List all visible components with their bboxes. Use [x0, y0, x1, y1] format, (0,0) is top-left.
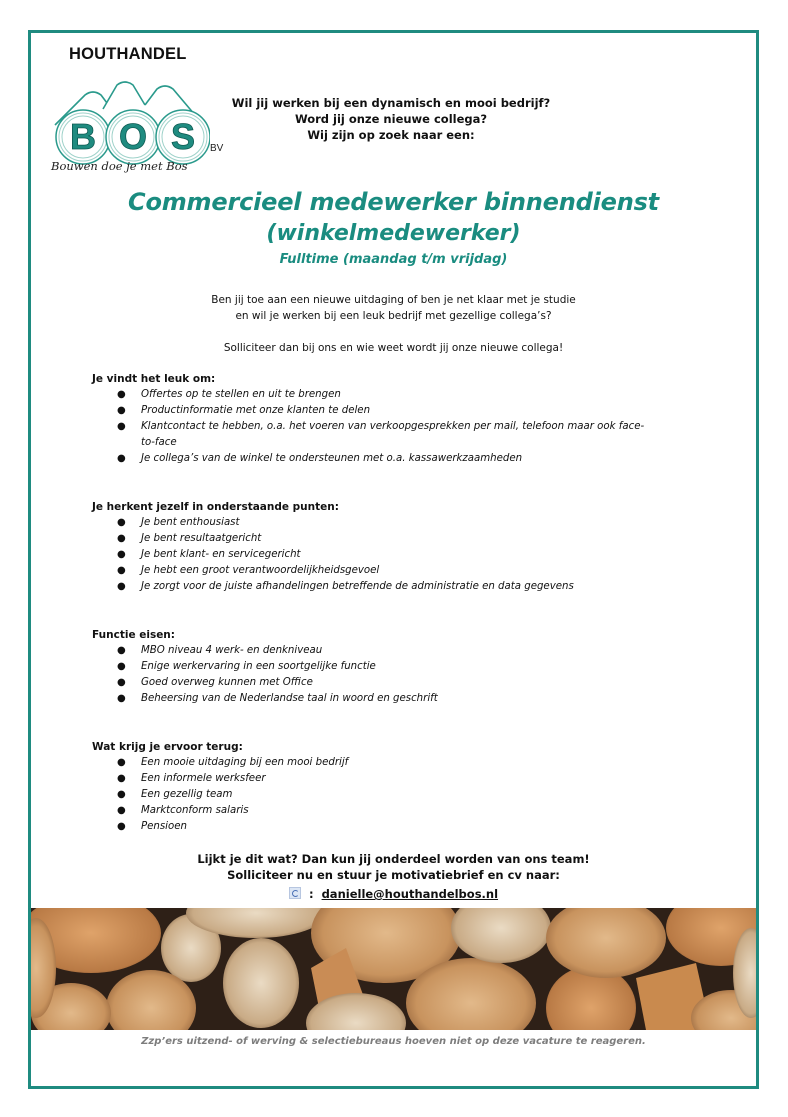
list-item: ● Een gezellig team — [92, 787, 621, 803]
bullet-icon: ● — [117, 677, 126, 688]
list-item: ● Je collega’s van de winkel te ondersteunen met o.a. kassawerkzaamheden — [92, 451, 621, 467]
job-title: Commercieel medewerker binnendienst — [128, 188, 659, 216]
bullet-icon: ● — [117, 805, 126, 816]
bullet-list — [92, 515, 692, 595]
bullet-icon: ● — [117, 565, 126, 576]
logo-suffix: BV — [210, 143, 224, 154]
bullet-icon: ● — [117, 549, 126, 560]
bullet-list — [92, 387, 692, 467]
intro-line: Wij zijn op zoek naar een: — [307, 128, 475, 142]
logs-photo — [31, 908, 756, 1030]
intro-line: Word jij onze nieuwe collega? — [294, 112, 488, 126]
lead-text — [31, 292, 756, 356]
list-item: ● Marktconform salaris — [92, 803, 621, 819]
bullet-icon: ● — [117, 773, 126, 784]
section-requirements — [92, 627, 692, 707]
lead-line: en wil je werken bij een leuk bedrijf met gezellige collega’s? — [235, 310, 552, 322]
flyer-frame — [28, 30, 759, 1089]
list-item: ● Enige werkervaring in een soortgelijke functie — [92, 659, 621, 675]
bullet-icon: ● — [117, 757, 126, 768]
list-item: ● Je bent klant- en servicegericht — [92, 547, 621, 563]
lead-line: Ben jij toe aan een nieuwe uitdaging of ben je net klaar met je studie — [211, 294, 576, 306]
bullet-icon: ● — [117, 421, 126, 432]
bullet-icon: ● — [117, 693, 126, 704]
lead-line: Solliciteer dan bij ons en wie weet wordt jij onze nieuwe collega! — [223, 342, 564, 354]
job-hours: Fulltime (maandag t/m vrijdag) — [279, 252, 508, 267]
list-item: ● MBO niveau 4 werk- en denkniveau — [92, 643, 621, 659]
list-item: ● Je zorgt voor de juiste afhandelingen betreffende de administratie en data gegevens — [92, 579, 701, 595]
logo-logs-graphic — [45, 65, 210, 165]
section-profile — [92, 499, 692, 595]
logs-photo-graphic — [31, 908, 756, 1030]
logo-circle-s — [156, 110, 210, 164]
company-logo — [45, 43, 224, 173]
bullet-icon: ● — [117, 821, 126, 832]
logo-letter-s: S — [170, 116, 196, 157]
list-item: ● Beheersing van de Nederlandse taal in woord en geschrift — [92, 691, 621, 707]
cta-line: Solliciteer nu en stuur je motivatiebrief en cv naar: — [227, 868, 560, 882]
section-heading: Je herkent jezelf in onderstaande punten: — [92, 501, 339, 513]
logo-slogan: Bouwen doe je met Bos — [51, 159, 188, 173]
section-heading: Wat krijg je ervoor terug: — [92, 741, 243, 753]
logo-letter-o: O — [118, 116, 148, 157]
bullet-icon: ● — [117, 389, 126, 400]
logo-circle-o — [106, 110, 160, 164]
bullet-icon: ● — [117, 453, 126, 464]
section-heading: Functie eisen: — [92, 629, 175, 641]
logo-circle-b — [56, 110, 110, 164]
list-item: ● Offertes op te stellen en uit te brengen — [92, 387, 621, 403]
job-subtitle: (winkelmedewerker) — [266, 221, 521, 246]
intro-line: Wil jij werken bij een dynamisch en mooi bedrijf? — [231, 96, 551, 110]
bullet-icon: ● — [117, 533, 126, 544]
disclaimer-text: Zzp’ers uitzend- of werving & selectiebureaus hoeven niet op deze vacature te reageren. — [141, 1036, 646, 1047]
list-item: ● Pensioen — [92, 819, 621, 835]
cta-line: Lijkt je dit wat? Dan kun jij onderdeel worden van ons team! — [197, 852, 590, 866]
section-tasks — [92, 371, 692, 467]
bullet-icon: ● — [117, 789, 126, 800]
email-icon — [289, 887, 301, 899]
contact-separator: : — [308, 887, 314, 901]
bullet-icon: ● — [117, 581, 126, 592]
contact-line — [31, 885, 756, 903]
job-title-block — [31, 185, 756, 271]
section-heading: Je vindt het leuk om: — [92, 373, 216, 385]
bullet-list — [92, 755, 692, 835]
logo-letter-b: B — [70, 116, 96, 157]
bullet-list — [92, 643, 692, 707]
bullet-icon: ● — [117, 517, 126, 528]
bullet-icon: ● — [117, 405, 126, 416]
list-item: ● Goed overweg kunnen met Office — [92, 675, 621, 691]
bullet-icon: ● — [117, 661, 126, 672]
section-benefits — [92, 739, 692, 835]
email-link[interactable]: danielle@houthandelbos.nl — [321, 887, 499, 901]
list-item: ● Een mooie uitdaging bij een mooi bedrijf — [92, 755, 621, 771]
call-to-action — [31, 851, 756, 883]
list-item: ● Je bent enthousiast — [92, 515, 621, 531]
list-item: ● Je bent resultaatgericht — [92, 531, 621, 547]
list-item: ● Een informele werksfeer — [92, 771, 621, 787]
list-item: ● Je hebt een groot verantwoordelijkheidsgevoel — [92, 563, 621, 579]
list-item: ● Productinformatie met onze klanten te delen — [92, 403, 621, 419]
bullet-icon: ● — [117, 645, 126, 656]
logo-brand-text: HOUTHANDEL — [69, 45, 187, 63]
intro-text — [221, 95, 561, 143]
list-item: ● Klantcontact te hebben, o.a. het voeren van verkoopgesprekken per mail, telefoon maar ook face-to-face — [117, 421, 645, 448]
